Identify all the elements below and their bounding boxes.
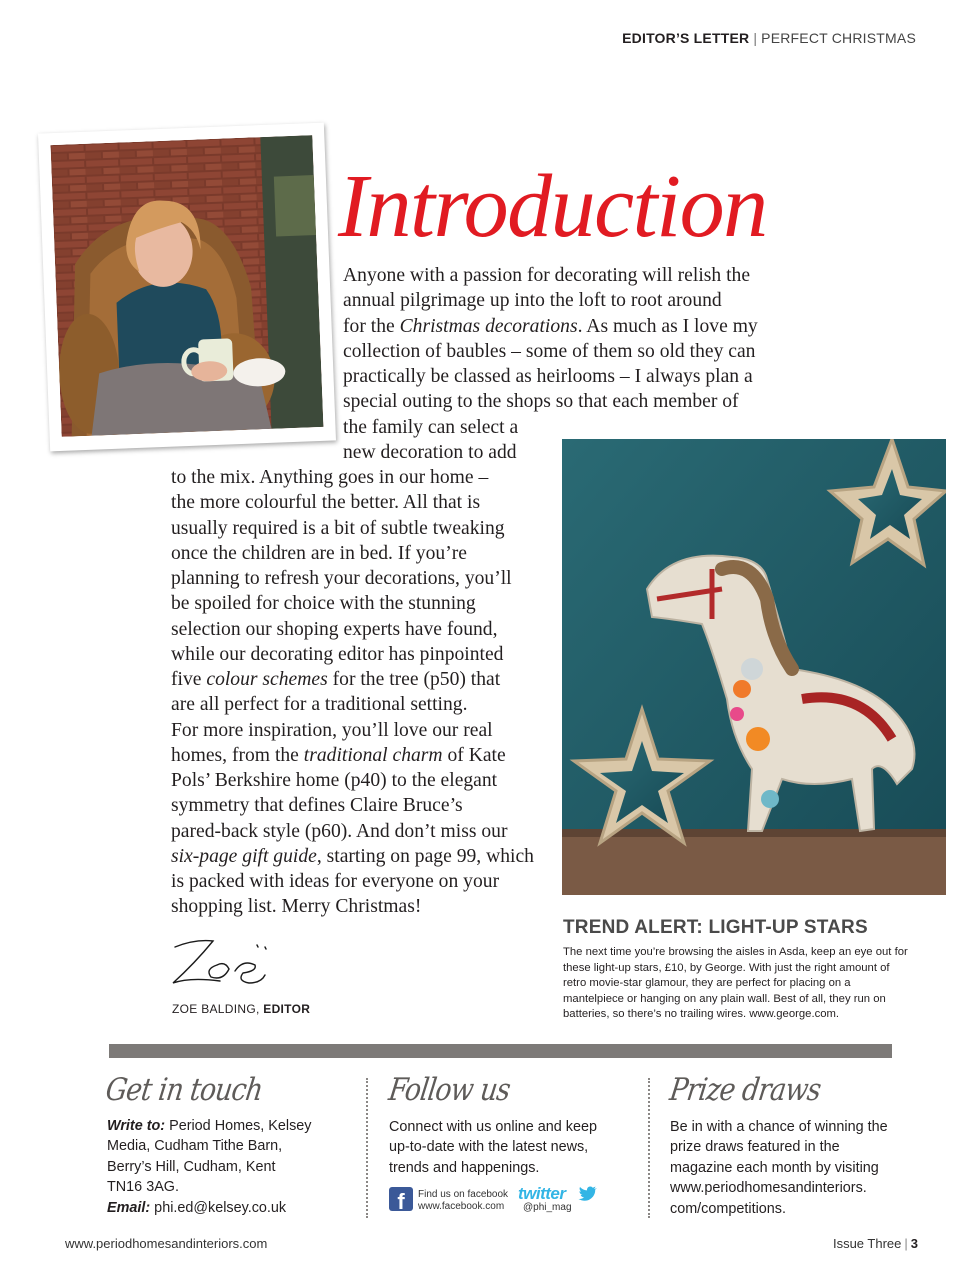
twitter-logo[interactable]: twitter <box>518 1184 566 1203</box>
running-header <box>622 30 916 46</box>
twitter-handle[interactable]: @phi_mag <box>523 1202 572 1213</box>
body-text-run: while our decorating editor has pinpointed <box>171 643 504 665</box>
prize-draws-heading: Prize draws <box>667 1072 823 1108</box>
footer-separator: | <box>904 1236 908 1251</box>
body-emphasis: traditional charm <box>303 744 443 766</box>
body-line <box>171 591 476 616</box>
facebook-line1: Find us on facebook <box>418 1189 509 1200</box>
editor-role: EDITOR <box>263 1002 311 1016</box>
body-text-run: . As much as I love my <box>577 315 758 337</box>
body-text-run: homes, from the <box>171 744 304 766</box>
body-text-run: are all perfect for a traditional setting. <box>171 694 468 716</box>
trend-alert-title: TREND ALERT: LIGHT-UP STARS <box>563 917 868 938</box>
trend-photo <box>562 439 946 895</box>
body-text-run: special outing to the shops so that each member of <box>343 391 739 413</box>
editor-name: ZOE BALDING, <box>172 1002 264 1016</box>
section-divider-bar <box>109 1044 892 1058</box>
email-label: Email: <box>107 1199 151 1216</box>
body-text-run: shopping list. Merry Christmas! <box>171 896 422 918</box>
body-line <box>171 743 506 768</box>
editor-photo-frame <box>38 123 336 452</box>
body-text-run: For more inspiration, you’ll love our real <box>171 719 493 741</box>
body-line <box>343 440 517 465</box>
body-text-run: be spoiled for choice with the stunning <box>171 593 476 615</box>
header-separator: | <box>753 30 758 46</box>
postal-address: Period Homes, Kelsey Media, Cudham Tithe Barn, Berry’s Hill, Cudham, Kent TN16 3AG. <box>107 1118 312 1196</box>
article-title: Introduction <box>338 157 767 256</box>
follow-us-heading: Follow us <box>386 1072 513 1108</box>
body-emphasis: six-page gift guide <box>171 845 317 867</box>
body-line <box>171 844 534 869</box>
body-text-run: Anyone with a passion for decorating will relish the <box>343 265 751 286</box>
editor-signature <box>165 925 285 997</box>
signature-caption <box>172 1002 310 1016</box>
body-text-run: is packed with ideas for everyone on your <box>171 871 500 892</box>
body-line <box>171 894 421 919</box>
body-text-run: the more colourful the better. All that is <box>171 492 481 514</box>
body-line <box>171 768 497 793</box>
body-line <box>343 389 739 414</box>
follow-us-text: Connect with us online and keep up-to-date with the latest news, trends and happenings. <box>389 1119 598 1176</box>
body-text-run: practically be classed as heirlooms – I always plan a <box>343 366 753 387</box>
body-line <box>171 541 467 566</box>
body-text-run: of Kate <box>442 744 506 766</box>
body-text-run: , starting on page 99, which <box>316 845 534 867</box>
body-line <box>343 263 750 288</box>
body-line <box>171 718 493 743</box>
body-line <box>171 490 480 515</box>
body-text-run: for the <box>343 315 400 337</box>
body-text-run: usually required is a bit of subtle tweaking <box>171 517 505 539</box>
body-text-run: Pols’ Berkshire home (p40) to the elegant <box>171 770 498 791</box>
body-line <box>171 793 463 818</box>
body-line <box>171 465 488 490</box>
facebook-link[interactable] <box>418 1189 508 1213</box>
editor-portrait-image <box>50 135 323 437</box>
body-line <box>171 819 507 844</box>
body-line <box>343 339 755 364</box>
facebook-url: www.facebook.com <box>418 1201 505 1212</box>
prize-draws-text: Be in with a chance of winning the prize draws featured in the magazine each month by visiting www.periodhomesandinteriors. com/competitions. <box>670 1119 888 1217</box>
column-divider-1 <box>366 1078 368 1218</box>
light-up-stars-image <box>562 439 946 895</box>
body-text-run: symmetry that defines Claire Bruce’s <box>171 795 463 817</box>
body-line <box>171 692 468 717</box>
body-line <box>171 566 512 591</box>
trend-alert-body: The next time you’re browsing the aisles in Asda, keep an eye out for these light-up stars, £10, by George. With just the right amount of retro movie-star glamour, they are perfect for placing on a mantelpiece or hanging on any plain wall. Best of all, they run on batteries, so there’s no trailing wires. www.george.com. <box>563 946 908 1020</box>
twitter-bird-icon <box>578 1186 598 1201</box>
section-label: EDITOR’S LETTER <box>622 30 750 46</box>
topic-label: PERFECT CHRISTMAS <box>761 30 916 46</box>
body-line <box>171 869 499 894</box>
body-line <box>171 642 503 667</box>
body-line <box>343 314 758 339</box>
footer-website[interactable]: www.periodhomesandinteriors.com <box>65 1236 268 1251</box>
body-text-run: pared-back style (p60). And don’t miss our <box>171 820 508 842</box>
body-text-run: collection of baubles – some of them so old they can <box>343 340 756 362</box>
body-text-run: to the mix. Anything goes in our home – <box>171 467 489 488</box>
body-line <box>343 415 518 440</box>
body-line <box>171 617 497 642</box>
page-number: 3 <box>910 1236 918 1251</box>
email-address[interactable]: phi.ed@kelsey.co.uk <box>150 1199 287 1216</box>
body-line <box>171 516 505 541</box>
body-text-run: new decoration to add <box>343 441 517 463</box>
facebook-icon[interactable]: f <box>389 1187 413 1211</box>
body-text-run: selection our shoping experts have found, <box>171 618 498 640</box>
contact-details <box>107 1116 312 1218</box>
get-in-touch-heading: Get in touch <box>103 1072 265 1108</box>
column-divider-2 <box>648 1078 650 1218</box>
editor-photo <box>50 135 323 437</box>
write-to-label: Write to: <box>107 1118 166 1134</box>
body-text-run: planning to refresh your decorations, you’ll <box>171 568 512 589</box>
body-line <box>343 364 753 389</box>
body-text-run: five <box>171 669 207 690</box>
issue-label: Issue Three <box>832 1236 902 1251</box>
body-text-run: annual pilgrimage up into the loft to root around <box>343 290 722 312</box>
body-text-run: for the tree (p50) that <box>327 669 501 690</box>
body-text-run: the family can select a <box>343 416 519 438</box>
body-text-run: once the children are in bed. If you’re <box>171 542 467 564</box>
body-emphasis: colour schemes <box>206 669 328 690</box>
body-line <box>171 667 500 692</box>
footer-issue <box>833 1236 918 1251</box>
body-line <box>343 288 722 313</box>
body-emphasis: Christmas decorations <box>399 315 578 337</box>
